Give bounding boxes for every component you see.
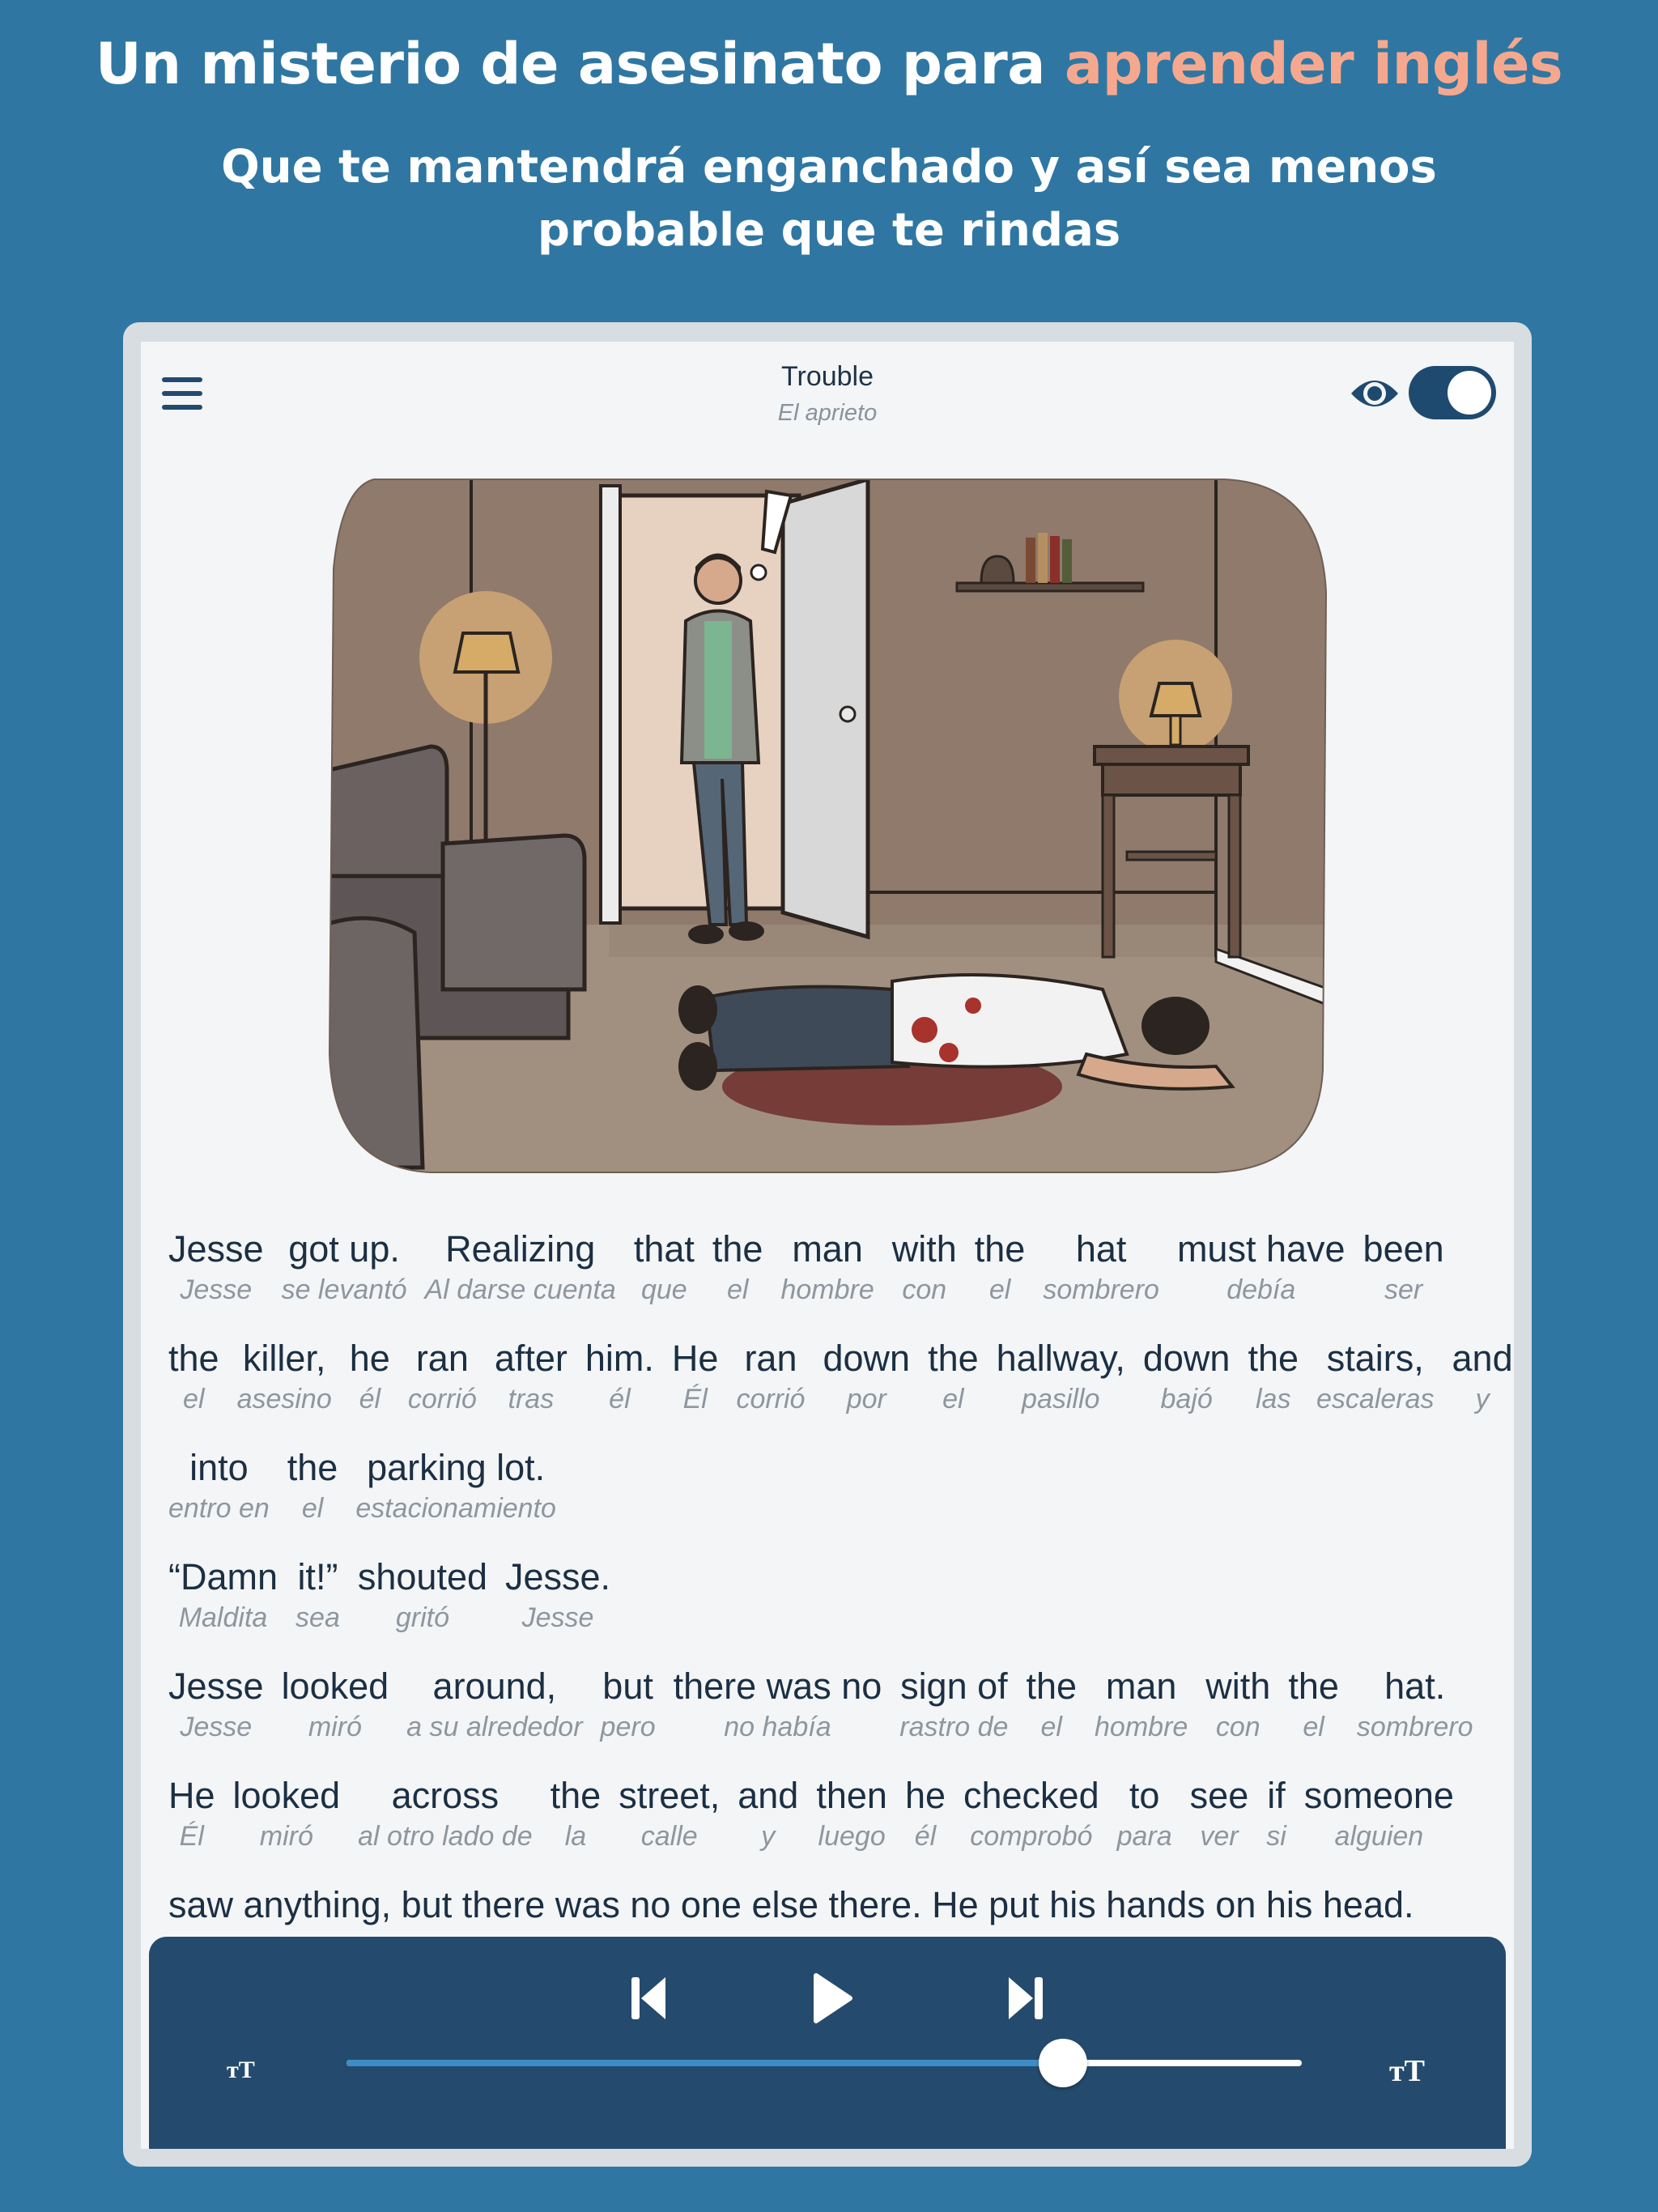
word-pair[interactable]: [237, 1336, 332, 1417]
word-pair[interactable]: [1288, 1664, 1339, 1745]
word-pair[interactable]: [1143, 1336, 1231, 1417]
audio-player: [149, 1937, 1506, 2149]
word-pair[interactable]: [997, 1336, 1125, 1417]
word-pair[interactable]: [634, 1227, 695, 1308]
word-pair[interactable]: [168, 1227, 264, 1308]
english-word[interactable]: if: [1267, 1775, 1286, 1816]
english-word[interactable]: man: [1105, 1665, 1177, 1707]
spanish-translation: Él: [682, 1384, 708, 1414]
chapter-title: Trouble: [780, 361, 874, 392]
english-word[interactable]: hat: [1075, 1228, 1127, 1270]
spanish-translation: corrió: [736, 1384, 806, 1414]
spanish-translation: Jesse: [180, 1274, 253, 1305]
spanish-translation: al otro lado de: [358, 1821, 533, 1852]
word-pair[interactable]: [738, 1773, 798, 1854]
word-pair[interactable]: [1177, 1227, 1346, 1308]
word-pair[interactable]: [355, 1445, 556, 1526]
text-size-small-icon[interactable]: ᴛT: [227, 2057, 255, 2083]
word-pair[interactable]: [712, 1227, 763, 1308]
word-pair[interactable]: [1043, 1227, 1159, 1308]
spanish-translation: a su alrededor: [406, 1712, 583, 1742]
english-word[interactable]: he: [349, 1338, 390, 1379]
word-pair[interactable]: [505, 1555, 610, 1636]
spanish-translation: que: [640, 1274, 687, 1305]
english-word[interactable]: and: [1452, 1338, 1513, 1379]
english-word[interactable]: parking lot.: [367, 1447, 546, 1488]
toggle-knob: [1448, 371, 1491, 415]
spanish-translation: Maldita: [178, 1602, 268, 1633]
spanish-translation: corrió: [407, 1384, 477, 1414]
spanish-translation: alguien: [1334, 1821, 1424, 1852]
spanish-translation: pero: [600, 1712, 656, 1742]
english-word[interactable]: “Damn: [168, 1556, 278, 1597]
spanish-translation: hombre: [780, 1274, 874, 1305]
spanish-translation: miró: [308, 1712, 362, 1742]
spanish-translation: bajó: [1160, 1384, 1213, 1414]
spanish-translation: el: [988, 1274, 1011, 1305]
english-word[interactable]: Jesse: [168, 1665, 264, 1707]
hero-title: [0, 31, 1658, 97]
english-word[interactable]: got up.: [288, 1228, 400, 1270]
word-pair[interactable]: [295, 1555, 340, 1636]
english-word[interactable]: the: [1026, 1665, 1078, 1707]
english-word[interactable]: there was no: [673, 1665, 882, 1707]
word-pair[interactable]: [408, 1336, 477, 1417]
english-word[interactable]: with: [1205, 1665, 1271, 1707]
english-word[interactable]: stairs,: [1326, 1338, 1424, 1379]
spanish-translation: con: [1215, 1712, 1261, 1742]
hero-title-start: Un misterio de asesinato para: [95, 31, 1065, 97]
english-word[interactable]: it!”: [297, 1556, 338, 1597]
word-pair[interactable]: [287, 1445, 338, 1526]
english-word[interactable]: the: [287, 1447, 338, 1488]
spanish-translation: estacionamiento: [355, 1493, 556, 1524]
english-word[interactable]: killer,: [242, 1338, 326, 1379]
spanish-translation: y: [761, 1821, 776, 1852]
word-pair[interactable]: [1117, 1773, 1172, 1854]
word-pair[interactable]: [1190, 1773, 1249, 1854]
spanish-translation: gritó: [395, 1602, 449, 1633]
english-word[interactable]: Jesse.: [505, 1556, 611, 1597]
english-word[interactable]: the: [168, 1338, 219, 1379]
english-word[interactable]: he: [904, 1775, 946, 1816]
story-illustration: [325, 471, 1329, 1179]
spanish-translation: y: [1475, 1384, 1490, 1414]
english-word[interactable]: street,: [619, 1775, 721, 1816]
english-word[interactable]: ran: [744, 1338, 797, 1379]
english-word[interactable]: been: [1363, 1228, 1444, 1270]
word-pair[interactable]: [672, 1336, 719, 1417]
english-word[interactable]: the: [974, 1228, 1026, 1270]
text-size-slider[interactable]: [346, 2060, 1302, 2066]
english-word[interactable]: Jesse: [168, 1228, 264, 1270]
word-pair[interactable]: [928, 1336, 979, 1417]
story-line: [168, 1445, 1496, 1555]
word-pair[interactable]: [585, 1336, 654, 1417]
story-line: [168, 1773, 1496, 1882]
spanish-translation: las: [1256, 1384, 1291, 1414]
slider-fill: [346, 2060, 1063, 2066]
skip-next-icon[interactable]: [1004, 1969, 1048, 2027]
chapter-subtitle: El aprieto: [777, 400, 878, 426]
word-pair[interactable]: [358, 1773, 533, 1854]
spanish-translation: se levantó: [281, 1274, 407, 1305]
english-word[interactable]: around,: [432, 1665, 557, 1707]
spanish-translation: asesino: [236, 1384, 332, 1414]
word-pair[interactable]: [1363, 1227, 1444, 1308]
word-pair[interactable]: [816, 1773, 887, 1854]
spanish-translation: la: [564, 1821, 587, 1852]
word-pair[interactable]: [358, 1555, 487, 1636]
word-pair[interactable]: [899, 1664, 1008, 1745]
word-pair[interactable]: [1266, 1773, 1286, 1854]
spanish-translation: ser: [1384, 1274, 1423, 1305]
word-pair[interactable]: [233, 1773, 341, 1854]
spanish-translation: rastro de: [899, 1712, 1009, 1742]
english-word[interactable]: someone: [1303, 1775, 1454, 1816]
english-word[interactable]: into: [189, 1447, 249, 1488]
spanish-translation: ver: [1200, 1821, 1239, 1852]
story-line: [168, 1555, 1496, 1664]
word-pair[interactable]: [892, 1227, 957, 1308]
english-word[interactable]: then: [816, 1775, 887, 1816]
word-pair[interactable]: [1205, 1664, 1270, 1745]
word-pair[interactable]: [168, 1882, 1414, 1928]
spanish-translation: miró: [259, 1821, 313, 1852]
word-pair[interactable]: [168, 1664, 264, 1745]
english-word[interactable]: and: [738, 1775, 799, 1816]
english-word[interactable]: after: [494, 1338, 568, 1379]
english-word[interactable]: but: [602, 1665, 653, 1707]
word-pair[interactable]: [350, 1336, 390, 1417]
english-word[interactable]: looked: [281, 1665, 389, 1707]
translation-toggle[interactable]: [1409, 366, 1496, 419]
english-word[interactable]: see: [1189, 1775, 1249, 1816]
spanish-translation: el: [942, 1384, 964, 1414]
app-screen: [141, 342, 1514, 2149]
english-word[interactable]: him.: [585, 1338, 654, 1379]
spanish-translation: él: [609, 1384, 631, 1414]
word-pair[interactable]: [168, 1336, 219, 1417]
spanish-translation: Al darse cuenta: [424, 1274, 616, 1305]
english-word[interactable]: the: [550, 1775, 602, 1816]
text-size-large-icon[interactable]: ᴛT: [1389, 2054, 1426, 2088]
word-pair[interactable]: [736, 1336, 805, 1417]
play-icon[interactable]: [808, 1969, 857, 2027]
english-word[interactable]: down: [1142, 1338, 1231, 1379]
word-pair[interactable]: [551, 1773, 602, 1854]
english-word[interactable]: Realizing: [445, 1228, 596, 1270]
word-pair[interactable]: [168, 1445, 270, 1526]
spanish-translation: hombre: [1095, 1712, 1188, 1742]
spanish-translation: el: [1303, 1712, 1324, 1742]
word-pair[interactable]: [282, 1664, 389, 1745]
spanish-translation: comprobó: [970, 1821, 1093, 1852]
english-word[interactable]: man: [792, 1228, 863, 1270]
english-word[interactable]: hallway,: [996, 1338, 1125, 1379]
story-line: [168, 1336, 1513, 1445]
spanish-translation: luego: [818, 1821, 886, 1852]
english-word[interactable]: looked: [232, 1775, 341, 1816]
word-pair[interactable]: [619, 1773, 720, 1854]
english-word[interactable]: the: [712, 1228, 763, 1270]
english-word[interactable]: ran: [415, 1338, 469, 1379]
word-pair[interactable]: [1316, 1336, 1435, 1417]
hero-subtitle: [0, 136, 1658, 262]
spanish-translation: Jesse: [180, 1712, 253, 1742]
spanish-translation: con: [902, 1274, 947, 1305]
spanish-translation: sombrero: [1356, 1712, 1473, 1742]
eye-icon[interactable]: [1349, 372, 1401, 415]
spanish-translation: él: [359, 1384, 381, 1414]
skip-previous-icon[interactable]: [627, 1969, 670, 2027]
spanish-translation: Jesse: [521, 1602, 594, 1633]
word-pair[interactable]: [674, 1664, 882, 1745]
spanish-translation: el: [301, 1493, 324, 1524]
story-line: [168, 1664, 1496, 1773]
english-word[interactable]: checked: [963, 1775, 1099, 1816]
word-pair[interactable]: [425, 1227, 616, 1308]
english-word[interactable]: across: [391, 1775, 500, 1816]
spanish-translation: pasillo: [1022, 1384, 1100, 1414]
english-word[interactable]: the: [928, 1338, 979, 1379]
english-word[interactable]: the: [1288, 1665, 1339, 1707]
spanish-translation: sea: [295, 1602, 340, 1633]
hero-title-accent: aprender inglés: [1064, 31, 1563, 97]
english-word[interactable]: down: [823, 1338, 911, 1379]
spanish-translation: él: [914, 1821, 937, 1852]
word-pair[interactable]: [1452, 1336, 1513, 1417]
word-pair[interactable]: [905, 1773, 946, 1854]
word-pair[interactable]: [495, 1336, 568, 1417]
word-pair[interactable]: [780, 1227, 874, 1308]
hero-subtitle-line2: probable que te rindas: [537, 204, 1121, 257]
english-word[interactable]: with: [891, 1228, 957, 1270]
word-pair[interactable]: [1357, 1664, 1473, 1745]
english-word[interactable]: the: [1248, 1338, 1299, 1379]
spanish-translation: calle: [640, 1821, 698, 1852]
english-word[interactable]: that: [633, 1228, 695, 1270]
spanish-translation: si: [1266, 1821, 1286, 1852]
word-pair[interactable]: [282, 1227, 407, 1308]
spanish-translation: el: [726, 1274, 749, 1305]
story-line: [168, 1227, 1496, 1336]
slider-thumb[interactable]: [1039, 2039, 1087, 2087]
word-pair[interactable]: [1304, 1773, 1454, 1854]
word-pair[interactable]: [406, 1664, 582, 1745]
english-word[interactable]: hat.: [1384, 1665, 1446, 1707]
word-pair[interactable]: [1026, 1664, 1077, 1745]
spanish-translation: escaleras: [1316, 1384, 1435, 1414]
english-word[interactable]: shouted: [357, 1556, 487, 1597]
spanish-translation: el: [183, 1384, 205, 1414]
english-word[interactable]: He: [168, 1775, 215, 1816]
spanish-translation: no había: [724, 1712, 831, 1742]
spanish-translation: Él: [179, 1821, 204, 1852]
english-word[interactable]: to: [1129, 1775, 1160, 1816]
word-pair[interactable]: [1095, 1664, 1188, 1745]
word-pair[interactable]: [963, 1773, 1099, 1854]
english-word[interactable]: must have: [1176, 1228, 1346, 1270]
spanish-translation: el: [1040, 1712, 1062, 1742]
spanish-translation: debía: [1226, 1274, 1296, 1305]
word-pair[interactable]: [975, 1227, 1026, 1308]
english-word[interactable]: sign of: [900, 1665, 1008, 1707]
story-text: [168, 1227, 1513, 1992]
word-pair[interactable]: [1248, 1336, 1299, 1417]
spanish-translation: tras: [508, 1384, 555, 1414]
word-pair[interactable]: [168, 1555, 278, 1636]
spanish-translation: entro en: [168, 1493, 270, 1524]
english-word[interactable]: He: [671, 1338, 719, 1379]
hero-subtitle-line1: Que te mantendrá enganchado y así sea menos: [221, 141, 1437, 194]
word-pair[interactable]: [823, 1336, 910, 1417]
word-pair[interactable]: [601, 1664, 656, 1745]
spanish-translation: sombrero: [1043, 1274, 1159, 1305]
english-word[interactable]: saw anything, but there was no one else there. He put his hands on his head.: [168, 1884, 1414, 1925]
word-pair[interactable]: [168, 1773, 215, 1854]
spanish-translation: para: [1116, 1821, 1172, 1852]
spanish-translation: por: [846, 1384, 886, 1414]
